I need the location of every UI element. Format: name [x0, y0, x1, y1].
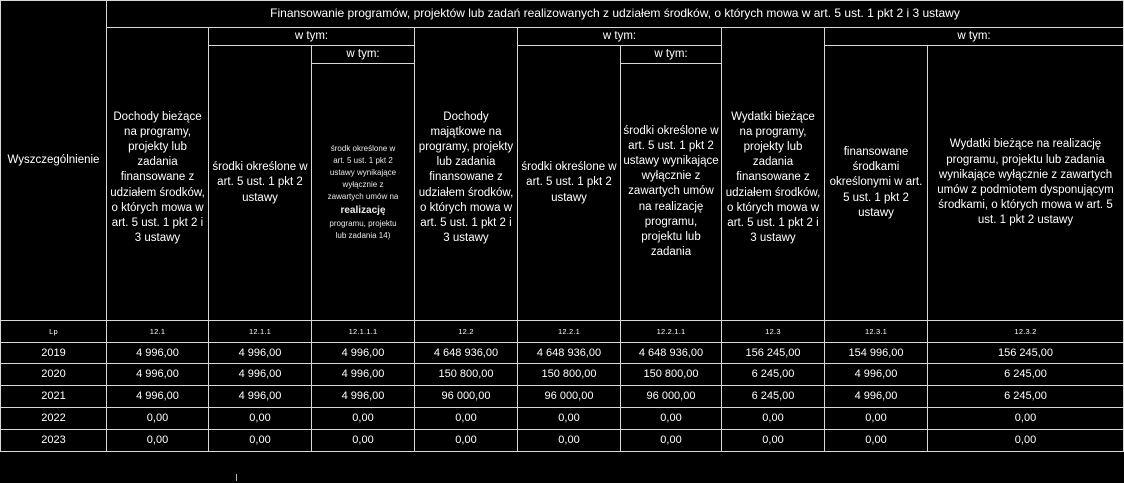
- blurred-line-5: zawartych umów na: [327, 191, 399, 201]
- blurred-line-7: programu, projektu: [329, 218, 397, 228]
- value-cell: 4 996,00: [312, 364, 415, 386]
- value-cell: 96 000,00: [415, 386, 518, 408]
- blurred-line-9: 14): [378, 230, 391, 240]
- col-header-srodki-2: środki określone w art. 5 ust. 1 pkt 2 ustawy: [518, 46, 621, 321]
- value-cell: 4 996,00: [825, 364, 928, 386]
- value-cell: 0,00: [107, 408, 209, 430]
- value-cell: 0,00: [415, 430, 518, 452]
- value-cell: 6 245,00: [928, 364, 1124, 386]
- value-cell: 0,00: [518, 408, 621, 430]
- value-cell: 0,00: [722, 408, 825, 430]
- value-cell: 0,00: [621, 430, 722, 452]
- year-cell: 2023: [0, 430, 107, 452]
- year-cell: 2022: [0, 408, 107, 430]
- col-header-dochody-majatkowe: Dochody majątkowe na programy, projekty lub zadania finansowane z udziałem środków, o których mowa w art. 5 ust. 1 pkt 2 i 3 ustawy: [415, 28, 518, 321]
- w-tym-label-2: w tym:: [518, 28, 722, 46]
- lp-code: 12.3.1: [825, 321, 928, 343]
- value-cell: 0,00: [825, 430, 928, 452]
- value-cell: 154 996,00: [825, 343, 928, 364]
- main-title: Finansowanie programów, projektów lub zadań realizowanych z udziałem środków, o których mowa w art. 5 ust. 1 pkt 2 i 3 ustawy: [107, 0, 1124, 28]
- blurred-line-2: art. 5 ust. 1 pkt 2: [333, 155, 393, 165]
- value-cell: 4 648 936,00: [518, 343, 621, 364]
- col-header-wydatki-biezace: Wydatki bieżące na programy, projekty lub zadania finansowane z udziałem środków, o których mowa w art. 5 ust. 1 pkt 2 i 3 ustawy: [722, 28, 825, 321]
- value-cell: 4 996,00: [825, 386, 928, 408]
- value-cell: 4 648 936,00: [415, 343, 518, 364]
- value-cell: 4 996,00: [107, 364, 209, 386]
- value-cell: 150 800,00: [415, 364, 518, 386]
- blurred-line-1: środk określone w: [330, 143, 396, 153]
- col-header-srodki-umowy-1: [312, 64, 415, 321]
- value-cell: 6 245,00: [928, 386, 1124, 408]
- value-cell: 6 245,00: [722, 386, 825, 408]
- lp-code: 12.2.1.1: [621, 321, 722, 343]
- value-cell: 96 000,00: [518, 386, 621, 408]
- lp-code: 12.1.1.1: [312, 321, 415, 343]
- row-label-header: Wyszczególnienie: [0, 0, 107, 321]
- value-cell: 156 245,00: [722, 343, 825, 364]
- lp-code: 12.1.1: [209, 321, 312, 343]
- value-cell: 0,00: [928, 408, 1124, 430]
- lp-label: Lp: [0, 321, 107, 343]
- value-cell: 4 996,00: [107, 386, 209, 408]
- w-tym-label-1: w tym:: [209, 28, 415, 46]
- value-cell: 0,00: [312, 408, 415, 430]
- value-cell: 4 996,00: [312, 386, 415, 408]
- value-cell: 4 996,00: [312, 343, 415, 364]
- col-header-srodki-1: środki określone w art. 5 ust. 1 pkt 2 ustawy: [209, 46, 312, 321]
- col-header-srodki-umowy-2: środki określone w art. 5 ust. 1 pkt 2 ustawy wynikające wyłącznie z zawartych umów na realizację programu, projektu lub zadania: [621, 64, 722, 321]
- value-cell: 0,00: [107, 430, 209, 452]
- value-cell: 0,00: [722, 430, 825, 452]
- year-cell: 2021: [0, 386, 107, 408]
- value-cell: 6 245,00: [722, 364, 825, 386]
- value-cell: 150 800,00: [518, 364, 621, 386]
- col-header-dochody-biezace: Dochody bieżące na programy, projekty lub zadania finansowane z udziałem środków, o których mowa w art. 5 ust. 1 pkt 2 i 3 ustawy: [107, 28, 209, 321]
- scan-mark: [236, 474, 237, 481]
- value-cell: 4 648 936,00: [621, 343, 722, 364]
- value-cell: 150 800,00: [621, 364, 722, 386]
- value-cell: 0,00: [825, 408, 928, 430]
- value-cell: 4 996,00: [107, 343, 209, 364]
- value-cell: 4 996,00: [209, 364, 312, 386]
- col-header-wydatki-umowy: Wydatki bieżące na realizację programu, projektu lub zadania wynikające wyłącznie z zawartych umów z podmiotem dysponującym środkami, o których mowa w art. 5 ust. 1 pkt 2 ustawy: [928, 46, 1124, 321]
- blurred-line-8: lub zadania: [335, 230, 377, 240]
- lp-code: 12.2: [415, 321, 518, 343]
- col-header-finansowane-srodkami: finansowane środkami określonymi w art. 5 ust. 1 pkt 2 ustawy: [825, 46, 928, 321]
- blurred-line-6: realizację: [340, 204, 386, 216]
- lp-code: 12.3: [722, 321, 825, 343]
- w-tym-sub-label-1: w tym:: [312, 46, 415, 64]
- value-cell: 0,00: [518, 430, 621, 452]
- value-cell: 4 996,00: [209, 343, 312, 364]
- value-cell: 0,00: [621, 408, 722, 430]
- lp-code: 12.1: [107, 321, 209, 343]
- value-cell: 0,00: [415, 408, 518, 430]
- value-cell: 0,00: [209, 408, 312, 430]
- value-cell: 0,00: [209, 430, 312, 452]
- blurred-line-3: ustawy wynikające: [329, 167, 397, 177]
- value-cell: 4 996,00: [209, 386, 312, 408]
- w-tym-label-3: w tym:: [825, 28, 1124, 46]
- year-cell: 2020: [0, 364, 107, 386]
- value-cell: 96 000,00: [621, 386, 722, 408]
- lp-code: 12.3.2: [928, 321, 1124, 343]
- w-tym-sub-label-2: w tym:: [621, 46, 722, 64]
- year-cell: 2019: [0, 343, 107, 364]
- value-cell: 0,00: [928, 430, 1124, 452]
- value-cell: 156 245,00: [928, 343, 1124, 364]
- lp-code: 12.2.1: [518, 321, 621, 343]
- value-cell: 0,00: [312, 430, 415, 452]
- blurred-line-4: wyłącznie z: [342, 179, 384, 189]
